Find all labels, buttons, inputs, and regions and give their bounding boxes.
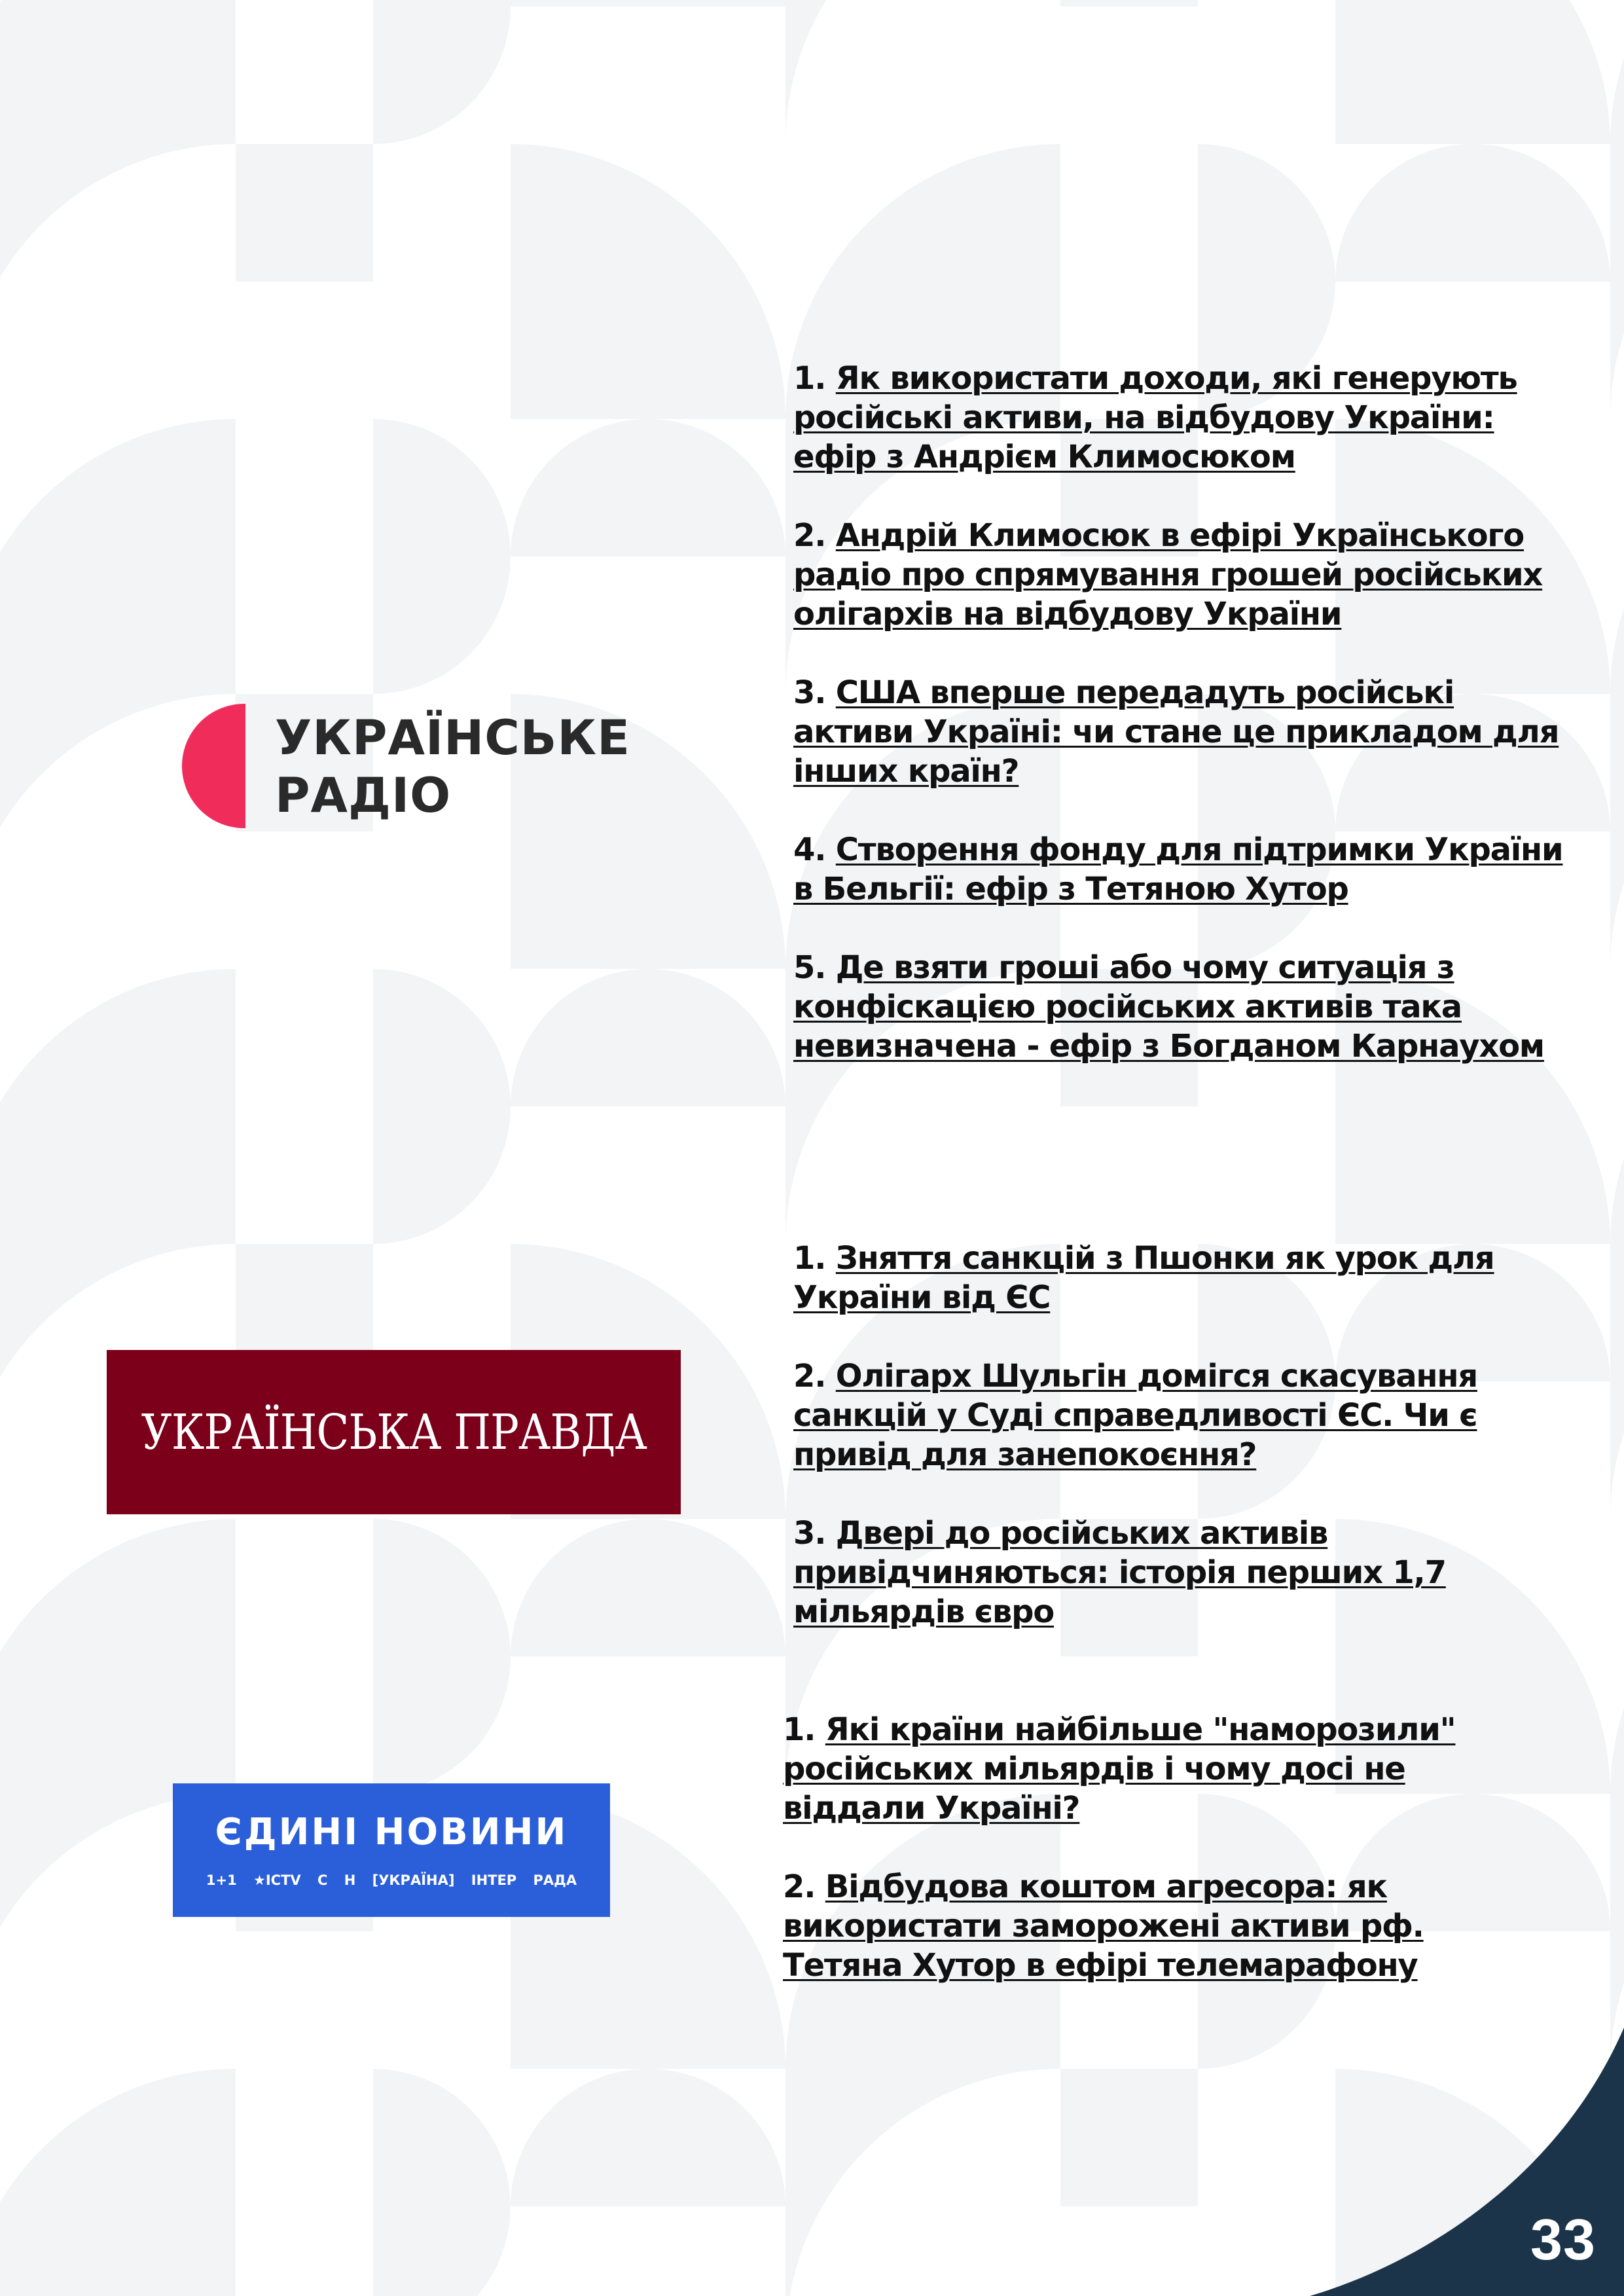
background-shape (511, 419, 785, 556)
background-shape (236, 144, 373, 282)
article-link[interactable]: Андрій Климосюк в ефірі Українського радіо про спрямування грошей російських олігархів на відбудову України (793, 517, 1543, 632)
item-number: 1. (793, 360, 836, 397)
list-item (793, 673, 1579, 791)
article-link[interactable]: Двері до російських активів привідчиняються: історія перших 1,7 мільярдів євро (793, 1515, 1446, 1630)
background-shape (511, 0, 785, 7)
yedyni-novyny-links (783, 1710, 1536, 2024)
background-shape (0, 1519, 236, 1794)
item-number: 5. (793, 949, 836, 986)
list-item (793, 1239, 1546, 1317)
list-item (783, 1867, 1536, 1985)
background-shape (373, 2069, 511, 2296)
ukrainian-radio-logo (182, 702, 630, 829)
item-number: 2. (793, 517, 836, 554)
ukrainian-radio-links (793, 359, 1579, 1105)
page-number: 33 (1530, 2207, 1596, 2272)
list-item (793, 1514, 1546, 1631)
channel-1plus1-icon: 1+1 (206, 1872, 237, 1888)
item-number: 3. (793, 674, 836, 711)
background-shape (0, 0, 236, 144)
logo-line: РАДІО (275, 768, 452, 824)
article-link[interactable]: Олігарх Шульгін домігся скасування санкцій у Суді справедливості ЄС. Чи є привід для занепокоєння? (793, 1358, 1477, 1473)
background-shape (1610, 1519, 1624, 1794)
background-shape (1610, 144, 1624, 419)
article-link[interactable]: Які країни найбільше "наморозили" російських мільярдів і чому досі не віддали Україні? (783, 1711, 1456, 1827)
background-shape (1610, 1244, 1624, 1519)
background-shape (1335, 0, 1610, 144)
background-shape (373, 969, 511, 1244)
article-link[interactable]: Створення фонду для підтримки України в Бельгії: ефір з Тетяною Хутор (793, 831, 1563, 907)
channel-ukraina-icon: [УКРАЇНА] (372, 1872, 455, 1888)
ukrainska-pravda-links (793, 1239, 1546, 1671)
channel-5-icon: С (317, 1872, 328, 1888)
item-number: 1. (793, 1240, 836, 1277)
ukrainska-pravda-logo (107, 1350, 681, 1514)
list-item (793, 1357, 1546, 1474)
background-shape (511, 969, 785, 1106)
background-shape (1610, 694, 1624, 969)
background-shape (1335, 144, 1610, 282)
background-shape (0, 144, 236, 419)
list-item (783, 1710, 1536, 1828)
channel-h-icon: Н (344, 1872, 356, 1888)
item-number: 1. (783, 1711, 825, 1748)
background-shape (785, 2069, 1060, 2296)
background-shape (511, 2069, 785, 2206)
channel-list (173, 1872, 610, 1888)
item-number: 2. (783, 1868, 825, 1905)
background-shape (1610, 0, 1624, 144)
logo-text: УКРАЇНСЬКА ПРАВДА (141, 1404, 647, 1461)
logo-line: УКРАЇНСЬКЕ (275, 710, 630, 766)
list-item (793, 516, 1579, 634)
background-shape (0, 969, 236, 1244)
list-item (793, 948, 1579, 1066)
list-item (793, 830, 1579, 909)
yedyni-novyny-logo (173, 1783, 610, 1917)
item-number: 3. (793, 1515, 836, 1552)
channel-inter-icon: ІНТЕР (471, 1872, 517, 1888)
background-shape (511, 144, 785, 419)
article-link[interactable]: Відбудова коштом агресора: як використати заморожені активи рф. Тетяна Хутор в ефірі телемарафону (783, 1868, 1424, 1984)
background-shape (511, 1519, 785, 1656)
article-link[interactable]: Як використати доходи, які генерують російські активи, на відбудову України: ефір з Андрієм Климосюком (793, 360, 1517, 475)
background-shape (1610, 969, 1624, 1244)
background-shape (1610, 419, 1624, 694)
background-shape (0, 419, 236, 694)
channel-rada-icon: РАДА (533, 1872, 577, 1888)
item-number: 2. (793, 1358, 836, 1394)
item-number: 4. (793, 831, 836, 868)
list-item (793, 359, 1579, 477)
background-shape (785, 0, 1060, 144)
logo-title: ЄДИНІ НОВИНИ (215, 1811, 568, 1853)
background-shape (0, 2069, 236, 2296)
background-shape (373, 0, 511, 144)
ukrainian-radio-circle-icon (182, 704, 245, 828)
background-shape (373, 1519, 511, 1794)
background-shape (373, 419, 511, 694)
article-link[interactable]: Де взяти гроші або чому ситуація з конфіскацією російських активів така невизначена - ефір з Богданом Карнаухом (793, 949, 1544, 1065)
channel-ictv-icon: ★ICTV (253, 1872, 301, 1888)
background-shape (1060, 0, 1198, 7)
article-link[interactable]: США вперше передадуть російські активи Україні: чи стане це прикладом для інших країн? (793, 674, 1559, 790)
background-shape (1060, 2069, 1198, 2206)
article-link[interactable]: Зняття санкцій з Пшонки як урок для України від ЄС (793, 1240, 1494, 1316)
